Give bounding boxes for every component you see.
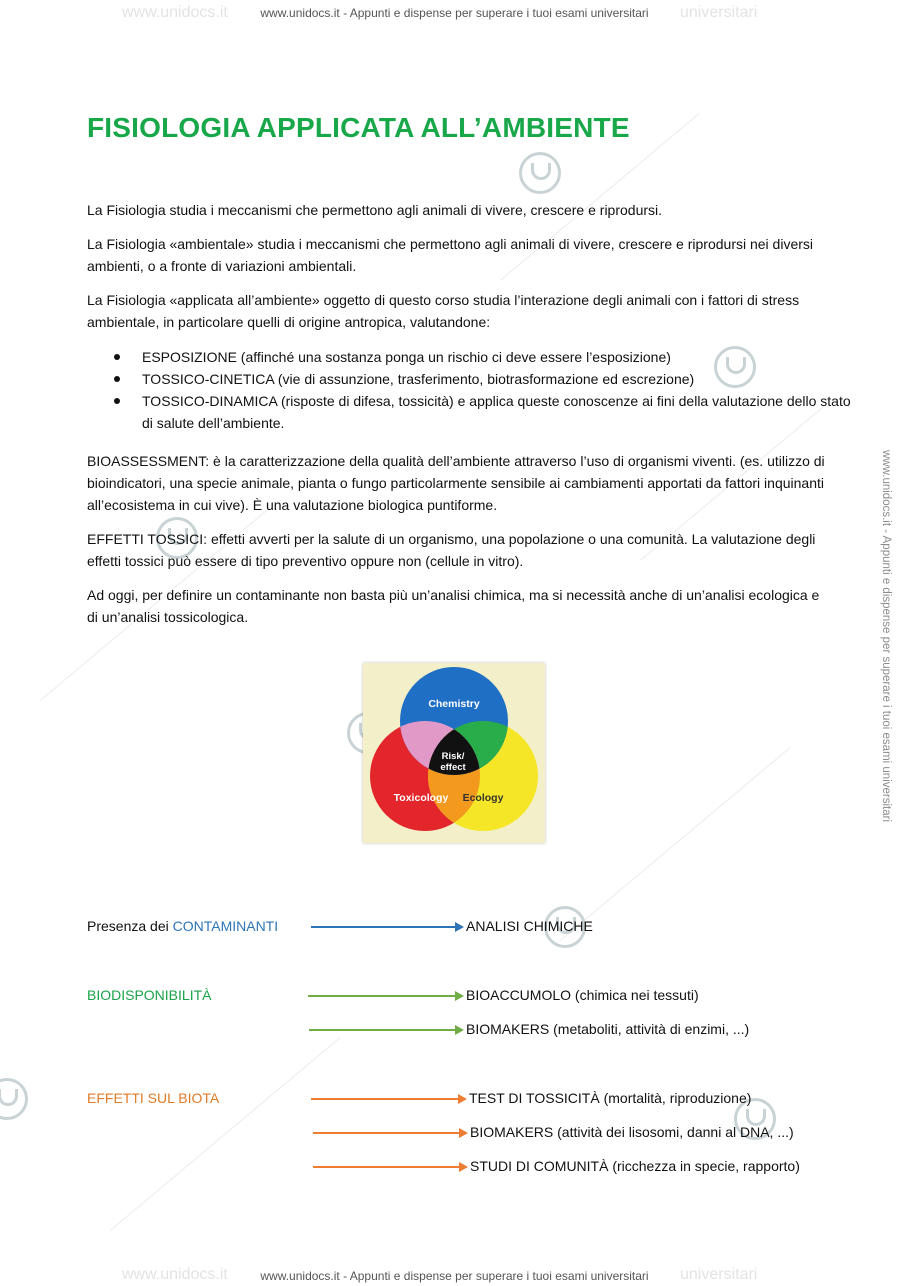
risk-label: Risk/ — [441, 751, 465, 762]
watermark-line — [110, 1037, 340, 1231]
watermark-header: www.unidocs.it - Appunti e dispense per superare i tuoi esami universitari — [260, 6, 649, 20]
paragraph-intro: La Fisiologia studia i meccanismi che permettono agli animali di vivere, crescere e riprodursi. — [87, 202, 663, 218]
bullet-icon — [114, 354, 120, 360]
arrow-biomarkers-lysosomes — [313, 1132, 460, 1134]
bullet-icon — [114, 398, 120, 404]
list-item-text: TOSSICO-CINETICA (vie di assunzione, trasferimento, biotrasformazione ed escrezione) — [142, 371, 695, 387]
watermark-faint-bottom-right: universitari — [680, 1266, 758, 1283]
list-item — [142, 346, 862, 368]
arrow-biomarkers-metabolites — [309, 1029, 456, 1031]
watermark-faint-bottom: www.unidocs.it — [122, 1266, 228, 1283]
flow-bioavailability-label: BIODISPONIBILITÀ — [87, 987, 212, 1003]
list-item-text: TOSSICO-DINAMICA (risposte di difesa, tossicità) e applica queste conoscenze ai fini della valutazione dello stato di salute dell’ambiente. — [142, 393, 851, 431]
paragraph-today: Ad oggi, per definire un contaminante non basta più un’analisi chimica, ma si necessità anche di un’analisi ecologica e di un’analisi tossicologica. — [87, 587, 820, 625]
flow-target-chemical-analysis: ANALISI CHIMICHE — [466, 918, 593, 934]
list-item-text: ESPOSIZIONE (affinché una sostanza ponga un rischio ci deve essere l’esposizione) — [142, 349, 671, 365]
venn-diagram — [363, 663, 545, 843]
arrow-bioaccumulation — [308, 995, 456, 997]
flow-biota-effects-label: EFFETTI SUL BIOTA — [87, 1090, 220, 1106]
effect-label: effect — [440, 762, 466, 773]
flow-contaminants-prefix: Presenza dei — [87, 918, 173, 934]
flow-target-biomarkers-lysosomes: BIOMAKERS (attività dei lisosomi, danni al DNA, ...) — [470, 1124, 794, 1140]
flow-target-community-studies: STUDI DI COMUNITÀ (ricchezza in specie, rapporto) — [470, 1158, 800, 1174]
list-item — [142, 368, 862, 390]
paragraph-bioassessment: BIOASSESSMENT: è la caratterizzazione della qualità dell’ambiente attraverso l’uso di organismi viventi. (es. utilizzo di bioindicatori, una specie animale, pianta o fungo particolarmente sensibile ai cambiamenti apportati da fattori inquinanti all’ecosistema in cui vive). È una valutazione biologica puntiforme. — [87, 453, 825, 513]
unidocs-logo-icon — [0, 1078, 28, 1120]
watermark-side-right: www.unidocs.it - Appunti e dispense per superare i tuoi esami universitari — [880, 449, 893, 823]
watermark-faint-top-right: universitari — [680, 4, 758, 21]
flow-target-toxicity-test: TEST DI TOSSICITÀ (mortalità, riproduzione) — [469, 1090, 752, 1106]
flow-target-bioaccumulation: BIOACCUMOLO (chimica nei tessuti) — [466, 987, 699, 1003]
arrow-contaminants — [311, 926, 456, 928]
arrow-toxicity-test — [311, 1098, 459, 1100]
paragraph-environmental: La Fisiologia «ambientale» studia i meccanismi che permettono agli animali di vivere, crescere e riprodursi nei diversi ambienti, o a fronte di variazioni ambientali. — [87, 236, 814, 274]
watermark-line — [560, 747, 790, 941]
flow-target-biomarkers-metabolites: BIOMAKERS (metaboliti, attività di enzimi, ...) — [466, 1021, 750, 1037]
paragraph-toxic-effects: EFFETTI TOSSICI: effetti avverti per la salute di un organismo, una popolazione o una comunità. La valutazione degli effetti tossici può essere di tipo preventivo oppure non (cellule in vitro). — [87, 531, 816, 569]
page-title: FISIOLOGIA APPLICATA ALL’AMBIENTE — [87, 112, 630, 143]
toxicology-label: Toxicology — [393, 792, 449, 804]
chemistry-label: Chemistry — [428, 698, 480, 710]
ecology-label: Ecology — [462, 792, 504, 804]
watermark-footer: www.unidocs.it - Appunti e dispense per superare i tuoi esami universitari — [260, 1269, 649, 1283]
venn-svg — [363, 663, 545, 843]
bullet-icon — [114, 376, 120, 382]
unidocs-logo-icon — [519, 152, 561, 194]
list-item — [142, 390, 862, 434]
flow-contaminants-label — [87, 918, 278, 934]
watermark-faint-top: www.unidocs.it — [122, 4, 228, 21]
paragraph-applied: La Fisiologia «applicata all’ambiente» oggetto di questo corso studia l’interazione degli animali con i fattori di stress ambientale, in particolare quelli di origine antropica, valutandone: — [87, 292, 800, 330]
flow-contaminants-highlight: CONTAMINANTI — [172, 918, 279, 934]
bullet-list — [87, 346, 862, 434]
arrow-community-studies — [313, 1166, 460, 1168]
